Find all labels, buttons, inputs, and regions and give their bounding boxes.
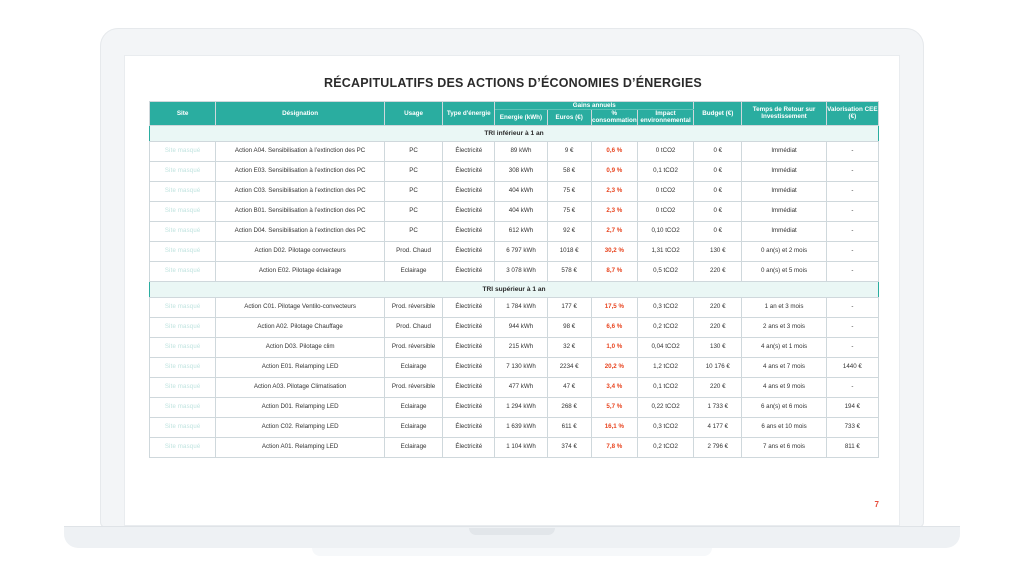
recap-table xyxy=(149,101,879,458)
cell-usage: PC xyxy=(384,221,442,241)
cell-site: Site masqué xyxy=(150,337,216,357)
cell-site: Site masqué xyxy=(150,181,216,201)
table-row xyxy=(150,317,879,337)
cell-energie-kwh: 477 kWh xyxy=(495,377,547,397)
cell-usage: Eclairage xyxy=(384,357,442,377)
cell-impact-environnemental: 0,3 tCO2 xyxy=(637,417,693,437)
cell-type-energie: Électricité xyxy=(443,377,495,397)
cell-site: Site masqué xyxy=(150,357,216,377)
table-row xyxy=(150,297,879,317)
cell-site: Site masqué xyxy=(150,397,216,417)
cell-valorisation-cee: - xyxy=(826,201,878,221)
cell-site: Site masqué xyxy=(150,417,216,437)
cell-impact-environnemental: 0,22 tCO2 xyxy=(637,397,693,417)
cell-pct-consommation: 2,7 % xyxy=(591,221,637,241)
cell-energie-kwh: 6 797 kWh xyxy=(495,241,547,261)
cell-euros: 75 € xyxy=(547,201,591,221)
cell-type-energie: Électricité xyxy=(443,357,495,377)
cell-energie-kwh: 3 078 kWh xyxy=(495,261,547,281)
cell-site: Site masqué xyxy=(150,221,216,241)
cell-usage: Eclairage xyxy=(384,261,442,281)
cell-valorisation-cee: - xyxy=(826,241,878,261)
cell-designation: Action C02. Relamping LED xyxy=(216,417,385,437)
cell-pct-consommation: 6,6 % xyxy=(591,317,637,337)
cell-energie-kwh: 612 kWh xyxy=(495,221,547,241)
cell-usage: PC xyxy=(384,161,442,181)
col-header-impact-env: Impact environnemental xyxy=(637,110,693,125)
cell-site: Site masqué xyxy=(150,261,216,281)
cell-temps-retour: 6 ans et 10 mois xyxy=(742,417,826,437)
cell-temps-retour: 0 an(s) et 5 mois xyxy=(742,261,826,281)
table-row xyxy=(150,161,879,181)
cell-pct-consommation: 7,8 % xyxy=(591,437,637,457)
recap-table-container xyxy=(149,101,879,458)
cell-euros: 75 € xyxy=(547,181,591,201)
cell-valorisation-cee: 733 € xyxy=(826,417,878,437)
cell-usage: Eclairage xyxy=(384,397,442,417)
table-row xyxy=(150,377,879,397)
cell-temps-retour: 0 an(s) et 2 mois xyxy=(742,241,826,261)
cell-site: Site masqué xyxy=(150,161,216,181)
cell-impact-environnemental: 0,2 tCO2 xyxy=(637,437,693,457)
cell-budget: 220 € xyxy=(694,261,742,281)
cell-impact-environnemental: 0,04 tCO2 xyxy=(637,337,693,357)
cell-euros: 47 € xyxy=(547,377,591,397)
cell-pct-consommation: 2,3 % xyxy=(591,201,637,221)
cell-pct-consommation: 0,6 % xyxy=(591,141,637,161)
cell-usage: Prod. Chaud xyxy=(384,241,442,261)
cell-energie-kwh: 308 kWh xyxy=(495,161,547,181)
cell-energie-kwh: 1 784 kWh xyxy=(495,297,547,317)
cell-temps-retour: 4 ans et 7 mois xyxy=(742,357,826,377)
cell-valorisation-cee: - xyxy=(826,181,878,201)
cell-valorisation-cee: - xyxy=(826,261,878,281)
cell-energie-kwh: 7 130 kWh xyxy=(495,357,547,377)
cell-site: Site masqué xyxy=(150,317,216,337)
cell-budget: 0 € xyxy=(694,221,742,241)
cell-designation: Action D01. Relamping LED xyxy=(216,397,385,417)
cell-budget: 0 € xyxy=(694,141,742,161)
page-number: 7 xyxy=(874,500,879,509)
cell-designation: Action A03. Pilotage Climatisation xyxy=(216,377,385,397)
cell-pct-consommation: 16,1 % xyxy=(591,417,637,437)
cell-site: Site masqué xyxy=(150,201,216,221)
cell-type-energie: Électricité xyxy=(443,181,495,201)
cell-designation: Action D02. Pilotage convecteurs xyxy=(216,241,385,261)
cell-valorisation-cee: - xyxy=(826,141,878,161)
col-header-gains-annuels: Gains annuels xyxy=(495,102,694,110)
cell-budget: 220 € xyxy=(694,377,742,397)
laptop-foot xyxy=(312,548,712,556)
cell-usage: Eclairage xyxy=(384,417,442,437)
laptop-notch xyxy=(469,528,555,535)
cell-euros: 578 € xyxy=(547,261,591,281)
cell-energie-kwh: 404 kWh xyxy=(495,181,547,201)
cell-designation: Action C01. Pilotage Ventilo-convecteurs xyxy=(216,297,385,317)
cell-valorisation-cee: - xyxy=(826,377,878,397)
table-section-row xyxy=(150,281,879,297)
cell-impact-environnemental: 0,10 tCO2 xyxy=(637,221,693,241)
cell-pct-consommation: 30,2 % xyxy=(591,241,637,261)
col-header-type-energie: Type d'énergie xyxy=(443,102,495,126)
cell-impact-environnemental: 1,31 tCO2 xyxy=(637,241,693,261)
table-row xyxy=(150,357,879,377)
cell-usage: Prod. réversible xyxy=(384,337,442,357)
cell-euros: 9 € xyxy=(547,141,591,161)
cell-euros: 2234 € xyxy=(547,357,591,377)
cell-temps-retour: Immédiat xyxy=(742,181,826,201)
cell-budget: 220 € xyxy=(694,297,742,317)
cell-pct-consommation: 0,9 % xyxy=(591,161,637,181)
cell-type-energie: Électricité xyxy=(443,397,495,417)
cell-type-energie: Électricité xyxy=(443,437,495,457)
cell-valorisation-cee: - xyxy=(826,317,878,337)
cell-pct-consommation: 5,7 % xyxy=(591,397,637,417)
cell-temps-retour: 2 ans et 3 mois xyxy=(742,317,826,337)
cell-euros: 268 € xyxy=(547,397,591,417)
cell-type-energie: Électricité xyxy=(443,337,495,357)
cell-valorisation-cee: 194 € xyxy=(826,397,878,417)
cell-impact-environnemental: 0 tCO2 xyxy=(637,201,693,221)
cell-usage: PC xyxy=(384,181,442,201)
cell-usage: Prod. Chaud xyxy=(384,317,442,337)
table-row xyxy=(150,397,879,417)
cell-temps-retour: 4 ans et 9 mois xyxy=(742,377,826,397)
col-header-temps-retour: Temps de Retour sur Investissement xyxy=(742,102,826,126)
cell-temps-retour: 7 ans et 6 mois xyxy=(742,437,826,457)
table-section-row xyxy=(150,125,879,141)
cell-designation: Action A01. Relamping LED xyxy=(216,437,385,457)
cell-impact-environnemental: 0,2 tCO2 xyxy=(637,317,693,337)
cell-energie-kwh: 1 104 kWh xyxy=(495,437,547,457)
cell-site: Site masqué xyxy=(150,241,216,261)
table-row xyxy=(150,241,879,261)
cell-impact-environnemental: 0 tCO2 xyxy=(637,141,693,161)
cell-designation: Action E03. Sensibilisation à l’extinction des PC xyxy=(216,161,385,181)
cell-budget: 220 € xyxy=(694,317,742,337)
cell-energie-kwh: 1 639 kWh xyxy=(495,417,547,437)
col-header-usage: Usage xyxy=(384,102,442,126)
cell-usage: Prod. réversible xyxy=(384,297,442,317)
cell-budget: 2 796 € xyxy=(694,437,742,457)
cell-valorisation-cee: 811 € xyxy=(826,437,878,457)
table-body xyxy=(150,125,879,457)
cell-impact-environnemental: 0,1 tCO2 xyxy=(637,377,693,397)
table-row xyxy=(150,437,879,457)
cell-euros: 98 € xyxy=(547,317,591,337)
cell-budget: 1 733 € xyxy=(694,397,742,417)
cell-impact-environnemental: 0,5 tCO2 xyxy=(637,261,693,281)
cell-euros: 92 € xyxy=(547,221,591,241)
cell-pct-consommation: 20,2 % xyxy=(591,357,637,377)
cell-temps-retour: Immédiat xyxy=(742,221,826,241)
page-title: RÉCAPITULATIFS DES ACTIONS D’ÉCONOMIES D’ÉNERGIES xyxy=(324,76,702,90)
cell-pct-consommation: 3,4 % xyxy=(591,377,637,397)
cell-valorisation-cee: - xyxy=(826,161,878,181)
cell-designation: Action A02. Pilotage Chauffage xyxy=(216,317,385,337)
cell-designation: Action E02. Pilotage éclairage xyxy=(216,261,385,281)
table-row xyxy=(150,201,879,221)
cell-euros: 58 € xyxy=(547,161,591,181)
cell-temps-retour: Immédiat xyxy=(742,161,826,181)
cell-energie-kwh: 89 kWh xyxy=(495,141,547,161)
cell-type-energie: Électricité xyxy=(443,297,495,317)
cell-pct-consommation: 1,0 % xyxy=(591,337,637,357)
cell-designation: Action B01. Sensibilisation à l’extinction des PC xyxy=(216,201,385,221)
cell-designation: Action D03. Pilotage clim xyxy=(216,337,385,357)
cell-impact-environnemental: 0,3 tCO2 xyxy=(637,297,693,317)
cell-type-energie: Électricité xyxy=(443,241,495,261)
cell-usage: PC xyxy=(384,201,442,221)
cell-euros: 611 € xyxy=(547,417,591,437)
cell-budget: 4 177 € xyxy=(694,417,742,437)
cell-euros: 32 € xyxy=(547,337,591,357)
cell-impact-environnemental: 0,1 tCO2 xyxy=(637,161,693,181)
cell-type-energie: Électricité xyxy=(443,201,495,221)
cell-valorisation-cee: 1440 € xyxy=(826,357,878,377)
col-header-budget: Budget (€) xyxy=(694,102,742,126)
laptop-screen xyxy=(124,55,900,526)
cell-type-energie: Électricité xyxy=(443,221,495,241)
cell-designation: Action E01. Relamping LED xyxy=(216,357,385,377)
cell-pct-consommation: 2,3 % xyxy=(591,181,637,201)
cell-designation: Action C03. Sensibilisation à l’extinction des PC xyxy=(216,181,385,201)
cell-type-energie: Électricité xyxy=(443,417,495,437)
cell-impact-environnemental: 0 tCO2 xyxy=(637,181,693,201)
cell-energie-kwh: 215 kWh xyxy=(495,337,547,357)
cell-energie-kwh: 404 kWh xyxy=(495,201,547,221)
table-section-label: TRI supérieur à 1 an xyxy=(150,281,879,297)
col-header-site: Site xyxy=(150,102,216,126)
cell-budget: 130 € xyxy=(694,241,742,261)
cell-type-energie: Électricité xyxy=(443,161,495,181)
cell-designation: Action A04. Sensibilisation à l’extinction des PC xyxy=(216,141,385,161)
cell-euros: 177 € xyxy=(547,297,591,317)
table-row xyxy=(150,261,879,281)
cell-usage: Prod. réversible xyxy=(384,377,442,397)
cell-temps-retour: Immédiat xyxy=(742,201,826,221)
table-header xyxy=(150,102,879,126)
cell-site: Site masqué xyxy=(150,297,216,317)
col-header-valorisation-cee: Valorisation CEE (€) xyxy=(826,102,878,126)
cell-site: Site masqué xyxy=(150,377,216,397)
cell-valorisation-cee: - xyxy=(826,297,878,317)
cell-temps-retour: 1 an et 3 mois xyxy=(742,297,826,317)
cell-usage: PC xyxy=(384,141,442,161)
col-header-pct-consommation: % consommation xyxy=(591,110,637,125)
cell-type-energie: Électricité xyxy=(443,261,495,281)
cell-temps-retour: 4 an(s) et 1 mois xyxy=(742,337,826,357)
col-header-euros: Euros (€) xyxy=(547,110,591,125)
cell-euros: 374 € xyxy=(547,437,591,457)
cell-temps-retour: Immédiat xyxy=(742,141,826,161)
col-header-energie-kwh: Energie (kWh) xyxy=(495,110,547,125)
cell-pct-consommation: 17,5 % xyxy=(591,297,637,317)
presentation-slide xyxy=(125,56,900,526)
cell-budget: 0 € xyxy=(694,181,742,201)
cell-valorisation-cee: - xyxy=(826,337,878,357)
table-row xyxy=(150,221,879,241)
table-row xyxy=(150,337,879,357)
table-header-row-1 xyxy=(150,102,879,110)
cell-energie-kwh: 944 kWh xyxy=(495,317,547,337)
cell-type-energie: Électricité xyxy=(443,141,495,161)
cell-usage: Eclairage xyxy=(384,437,442,457)
cell-designation: Action D04. Sensibilisation à l’extinction des PC xyxy=(216,221,385,241)
cell-budget: 0 € xyxy=(694,201,742,221)
cell-budget: 130 € xyxy=(694,337,742,357)
cell-site: Site masqué xyxy=(150,437,216,457)
col-header-designation: Désignation xyxy=(216,102,385,126)
table-row xyxy=(150,141,879,161)
cell-impact-environnemental: 1,2 tCO2 xyxy=(637,357,693,377)
table-row xyxy=(150,181,879,201)
cell-temps-retour: 6 an(s) et 6 mois xyxy=(742,397,826,417)
table-row xyxy=(150,417,879,437)
cell-euros: 1018 € xyxy=(547,241,591,261)
cell-energie-kwh: 1 294 kWh xyxy=(495,397,547,417)
cell-budget: 0 € xyxy=(694,161,742,181)
cell-type-energie: Électricité xyxy=(443,317,495,337)
cell-pct-consommation: 8,7 % xyxy=(591,261,637,281)
cell-valorisation-cee: - xyxy=(826,221,878,241)
table-section-label: TRI inférieur à 1 an xyxy=(150,125,879,141)
cell-budget: 10 176 € xyxy=(694,357,742,377)
cell-site: Site masqué xyxy=(150,141,216,161)
